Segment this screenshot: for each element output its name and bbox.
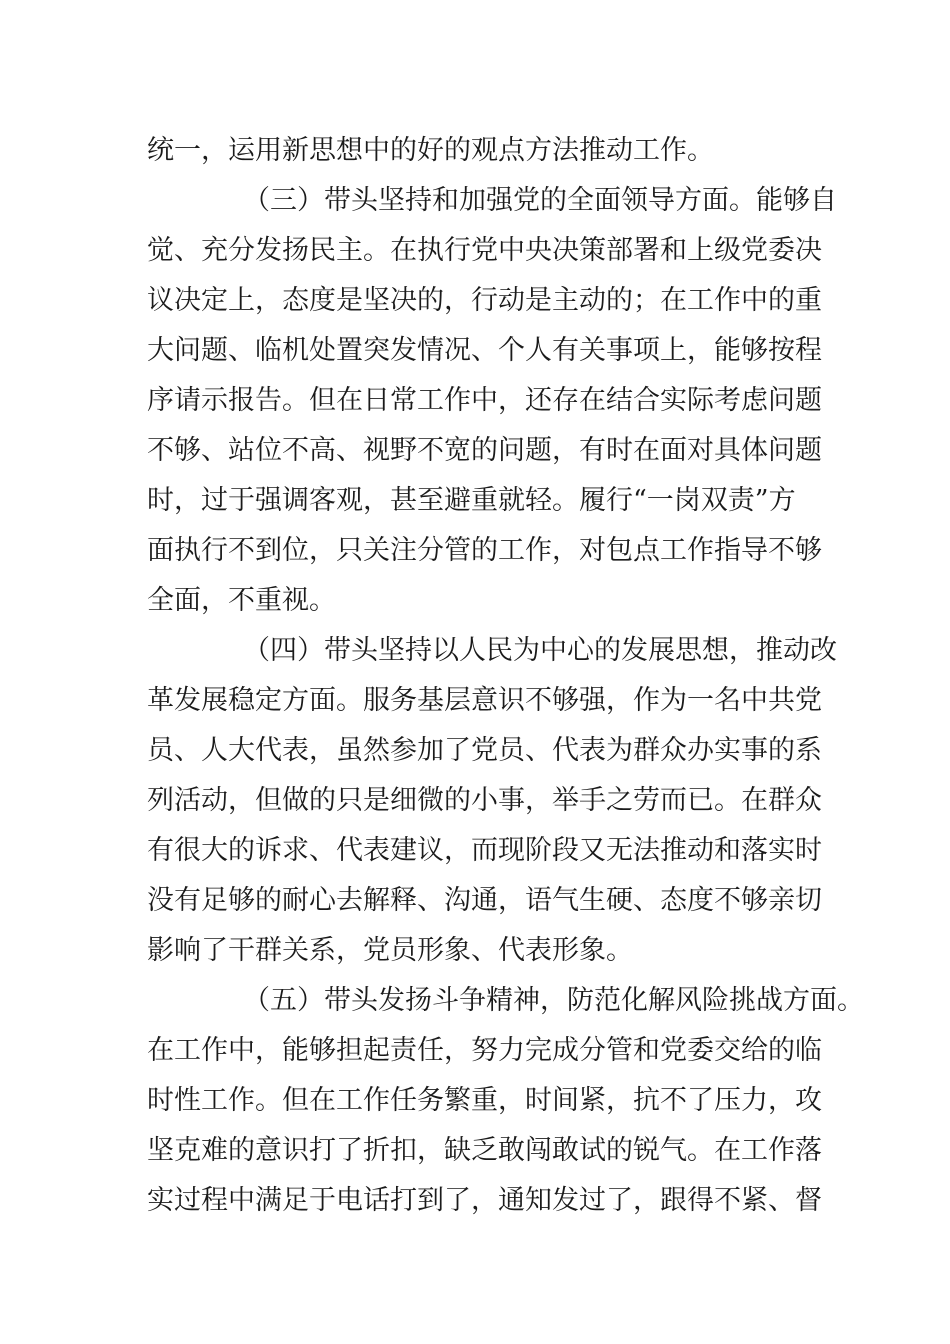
text-line: 员、人大代表，虽然参加了党员、代表为群众办实事的系 xyxy=(147,735,822,766)
text-line: 序请示报告。但在日常工作中，还存在结合实际考虑问题 xyxy=(147,385,822,416)
text-line: 列活动，但做的只是细微的小事，举手之劳而已。在群众 xyxy=(147,785,822,816)
text-line: 影响了干群关系，党员形象、代表形象。 xyxy=(147,935,633,966)
text-line: 没有足够的耐心去解释、沟通，语气生硬、态度不够亲切 xyxy=(147,885,822,916)
text-line: 议决定上，态度是坚决的，行动是主动的；在工作中的重 xyxy=(147,285,822,316)
text-line: 大问题、临机处置突发情况、个人有关事项上，能够按程 xyxy=(147,335,822,366)
text-line: 在工作中，能够担起责任，努力完成分管和党委交给的临 xyxy=(147,1035,822,1066)
text-line: 革发展稳定方面。服务基层意识不够强，作为一名中共党 xyxy=(147,685,822,716)
section-heading-line: （三）带头坚持和加强党的全面领导方面。能够自 xyxy=(243,185,837,216)
text-line: 全面，不重视。 xyxy=(147,585,336,616)
section-heading-line: （五）带头发扬斗争精神，防范化解风险挑战方面。 xyxy=(243,985,864,1016)
text-line: 时性工作。但在工作任务繁重，时间紧，抗不了压力，攻 xyxy=(147,1085,822,1116)
text-line: 时，过于强调客观，甚至避重就轻。履行“一岗双责”方 xyxy=(147,485,796,516)
text-line: 觉、充分发扬民主。在执行党中央决策部署和上级党委决 xyxy=(147,235,822,266)
text-line: 不够、站位不高、视野不宽的问题，有时在面对具体问题 xyxy=(147,435,822,466)
text-line: 坚克难的意识打了折扣，缺乏敢闯敢试的锐气。在工作落 xyxy=(147,1135,822,1166)
text-line: 统一，运用新思想中的好的观点方法推动工作。 xyxy=(147,135,714,166)
text-line: 有很大的诉求、代表建议，而现阶段又无法推动和落实时 xyxy=(147,835,822,866)
text-line: 面执行不到位，只关注分管的工作，对包点工作指导不够 xyxy=(147,535,822,566)
section-heading-line: （四）带头坚持以人民为中心的发展思想，推动改 xyxy=(243,635,837,666)
text-line: 实过程中满足于电话打到了，通知发过了，跟得不紧、督 xyxy=(147,1185,822,1216)
